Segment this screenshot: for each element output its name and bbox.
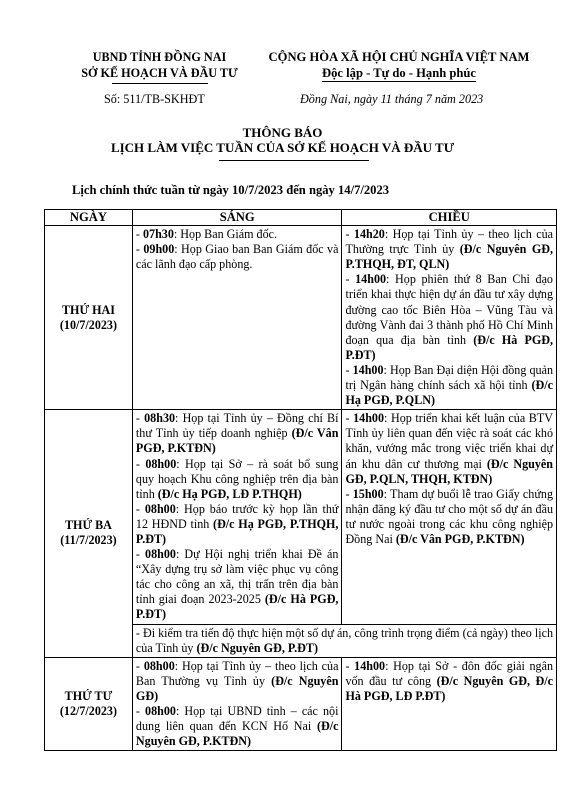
schedule-item: - 14h00: Họp tại Sở - đôn đốc giải ngân vốn đầu tư công (Đ/c Nguyên GĐ, Đ/c Hà PGĐ, LĐ P.ĐT) [345,658,553,703]
item-assignee: (Đ/c Nguyên GĐ) [135,673,339,703]
item-time: 09h00 [143,242,175,257]
day-date: (11/7/2023) [60,533,117,548]
item-time: 14h00 [352,362,384,377]
item-text: : Họp Giao ban Ban Giám đốc và các lãnh đạo cấp phòng. [135,242,339,272]
item-assignee: (Đ/c Hạ PGĐ, P.QLN) [345,378,553,408]
item-time: 14h00 [353,411,385,426]
table-row-tuesday [45,410,557,624]
agency-header [52,49,267,81]
item-time: 08h00 [144,501,176,516]
table-header-row [45,210,557,226]
document-number: Số: 511/TB-SKHĐT [104,92,205,106]
table-row-wednesday [45,657,557,751]
table-row-monday [45,226,557,410]
item-time: 08h00 [145,456,177,471]
day-cell-wednesday [45,657,133,751]
item-time: 08h00 [145,704,176,718]
item-text: : Dự Hội nghị triển khai Đề án “Xây dựng trụ sở làm việc phục vụ công tác cho công an xã, thị trấn trên địa bàn tỉnh giai đoạn 2023-2025 [135,547,339,607]
agency-name: SỞ KẾ HOẠCH VÀ ĐẦU TƯ [81,66,238,80]
item-assignee: (Đ/c Hà PGĐ, P.ĐT) [345,332,554,362]
item-text: : Họp phiên thứ 8 Ban Chỉ đạo triển khai thực hiện dự án đầu tư xây dựng đường cao tốc Biên Hòa – Vũng Tàu và đường Vành đai 3 thành phố Hồ Chí Minh đoạn qua địa bàn tỉnh [345,272,553,347]
item-assignee: (Đ/c Nguyên GĐ, P.ĐT) [196,640,318,655]
day-cell-monday [45,226,133,410]
item-assignee: (Đ/c Vân PGĐ, P.KTĐN) [135,426,339,456]
schedule-item: - 14h00: Họp Ban Đại diện Hội đồng quản trị Ngân hàng chính sách xã hội tỉnh (Đ/c Hạ PGĐ, P.QLN) [345,362,554,408]
afternoon-cell [342,657,557,751]
item-assignee: (Đ/c Vân PGĐ, P.KTĐN) [395,531,525,546]
col-header-morning: SÁNG [132,210,342,226]
document-date: Đồng Nai, ngày 11 tháng 7 năm 2023 [300,92,484,106]
day-cell-tuesday [45,410,133,658]
schedule-item: - 08h00: Dự Hội nghị triển khai Đề án “Xây dựng trụ sở làm việc phục vụ công tác cho công an xã, thị trấn trên địa bàn tỉnh giai đoạn 2023-2025 (Đ/c Hà PGĐ, P.ĐT) [135,547,339,622]
item-text: : Họp tại Tỉnh ủy – theo lịch của Ban Thường vụ Tỉnh ủy [135,658,339,688]
item-time: 14h20 [353,227,385,242]
item-time: 08h00 [145,547,176,562]
item-assignee: (Đ/c Nguyên GĐ, P.QLN, THQH, KTĐN) [345,456,553,486]
schedule-item: - 09h00: Họp Giao ban Ban Giám đốc và các lãnh đạo cấp phòng. [135,242,339,272]
item-text: : Họp tại Sở - đôn đốc giải ngân vốn đầu tư công [345,658,553,688]
item-text: : Họp triển khai kết luận của BTV Tỉnh ủy liên quan đến việc rà soát các khó khăn, vướng mắc trong việc triển khai dự án khu dân cư thương mại [345,411,553,471]
schedule-item: - 14h20: Họp tại Tỉnh ủy – theo lịch của Thường trực Tỉnh ủy (Đ/c Nguyên GĐ, P.THQH, ĐT, QLN) [345,227,553,272]
item-time: 08h30 [144,411,176,426]
schedule-item: - 14h00: Họp phiên thứ 8 Ban Chỉ đạo triển khai thực hiện dự án đầu tư xây dựng đường cao tốc Biên Hòa – Vũng Tàu và đường Vành đai 3 thành phố Hồ Chí Minh đoạn qua địa bàn tỉnh (Đ/c Hà PGĐ, P.ĐT) [345,272,554,362]
item-assignee: (Đ/c Hà PGĐ, P.ĐT) [135,592,339,622]
item-text: : Tham dự buổi lễ trao Giấy chứng nhận đăng ký đầu tư cho một số dự án đầu tư nước ngoài trong các khu công nghiệp Đồng Nai [345,486,553,546]
col-header-day: NGÀY [45,210,133,226]
item-time: 15h00 [352,486,384,501]
national-motto: Độc lập - Tự do - Hạnh phúc [322,66,476,80]
item-assignee: (Đ/c Nguyên GĐ, P.KTĐN) [135,719,339,749]
schedule-item: - 08h00: Họp tại Sở – rà soát bổ sung quy hoạch Khu công nghiệp trên địa bàn tỉnh (Đ/c Hạ PGĐ, LĐ P.THQH) [135,456,339,501]
fullday-cell [132,624,556,657]
schedule-item [136,626,553,656]
morning-cell [132,226,342,410]
item-text: : Họp tại UBND tỉnh – các nội dung liên quan đến KCN Hố Nai [135,704,339,734]
schedule-item: - 08h00: Họp tại Tỉnh ủy – theo lịch của Ban Thường vụ Tỉnh ủy (Đ/c Nguyên GĐ) [135,658,339,703]
item-text: : Họp tại Tỉnh ủy – Đồng chí Bí thư Tỉnh ủy tiếp doanh nghiệp [135,411,339,441]
item-assignee: (Đ/c Hạ PGĐ, P.THQH, P.ĐT) [135,516,339,546]
item-text: : Họp Ban Giám đốc. [173,227,278,242]
morning-cell [132,657,342,751]
item-time: 14h00 [355,272,387,287]
national-header [240,49,558,82]
item-time: 07h30 [142,227,174,242]
schedule-item: - 14h00: Họp triển khai kết luận của BTV Tỉnh ủy liên quan đến việc rà soát các khó khăn, vướng mắc trong việc triển khai dự án khu dân cư thương mại (Đ/c Nguyên GĐ, P.QLN, THQH, KTĐN) [345,411,553,486]
item-text: : Họp Ban Đại diện Hội đồng quản trị Ngân hàng chính sách xã hội tỉnh [345,362,554,393]
nation-name: CỘNG HÒA XÃ HỘI CHỦ NGHĨA VIỆT NAM [268,50,530,64]
schedule-item: - 08h00: Họp báo trước kỳ họp lần thứ 12 HĐND tỉnh (Đ/c Hạ PGĐ, P.THQH, P.ĐT) [135,501,339,546]
schedule-item: - 08h30: Họp tại Tỉnh ủy – Đồng chí Bí thư Tỉnh ủy tiếp doanh nghiệp (Đ/c Vân PGĐ, P.KTĐN) [135,411,339,456]
morning-cell [132,410,342,624]
item-assignee: (Đ/c Hạ PGĐ, LĐ P.THQH) [157,486,302,501]
day-name: THỨ HAI [61,302,115,317]
title-underline [219,160,369,161]
item-text: : Họp tại Tỉnh ủy – theo lịch của Thường trực Tỉnh ủy [345,227,553,257]
agency-underline [112,83,208,84]
schedule-table [44,209,557,751]
afternoon-cell [342,410,557,624]
item-time: 08h00 [143,658,175,673]
day-date: (12/7/2023) [59,704,118,718]
day-name: THỨ TƯ [64,688,113,703]
item-text: : Họp tại Sở – rà soát bổ sung quy hoạch Khu công nghiệp trên địa bàn tỉnh [135,456,339,501]
afternoon-cell [342,226,557,410]
schedule-period: Lịch chính thức tuần từ ngày 10/7/2023 đến ngày 14/7/2023 [72,183,390,197]
agency-parent: UBND TỈNH ĐỒNG NAI [92,50,227,64]
schedule-item: - 15h00: Tham dự buổi lễ trao Giấy chứng nhận đăng ký đầu tư cho một số dự án đầu tư nước ngoài trong các khu công nghiệp Đồng Nai (Đ/c Vân PGĐ, P.KTĐN) [345,486,553,546]
schedule-item: - 08h00: Họp tại UBND tỉnh – các nội dung liên quan đến KCN Hố Nai (Đ/c Nguyên GĐ, P.KTĐN) [135,704,339,749]
item-time: 14h00 [354,658,386,673]
doc-main-title: LỊCH LÀM VIỆC TUẦN CỦA SỞ KẾ HOẠCH VÀ ĐẦU TƯ [110,140,455,155]
item-assignee: (Đ/c Nguyên GĐ, Đ/c Hà PGĐ, LĐ P.ĐT) [345,673,553,703]
item-text: : Họp báo trước kỳ họp lần thứ 12 HĐND tỉnh [135,501,339,531]
col-header-afternoon: CHIỀU [342,210,557,226]
item-text: - Đi kiểm tra tiến độ thực hiện một số dự án, công trình trọng điểm (cả ngày) theo lịch của Tỉnh ủy [135,625,553,655]
day-name: THỨ BA [64,518,112,533]
day-date: (10/7/2023) [59,317,118,332]
schedule-item: - 07h30: Họp Ban Giám đốc. [135,227,278,242]
item-assignee: (Đ/c Nguyên GĐ, P.THQH, ĐT, QLN) [345,242,553,272]
doc-type-title: THÔNG BÁO [242,125,323,140]
